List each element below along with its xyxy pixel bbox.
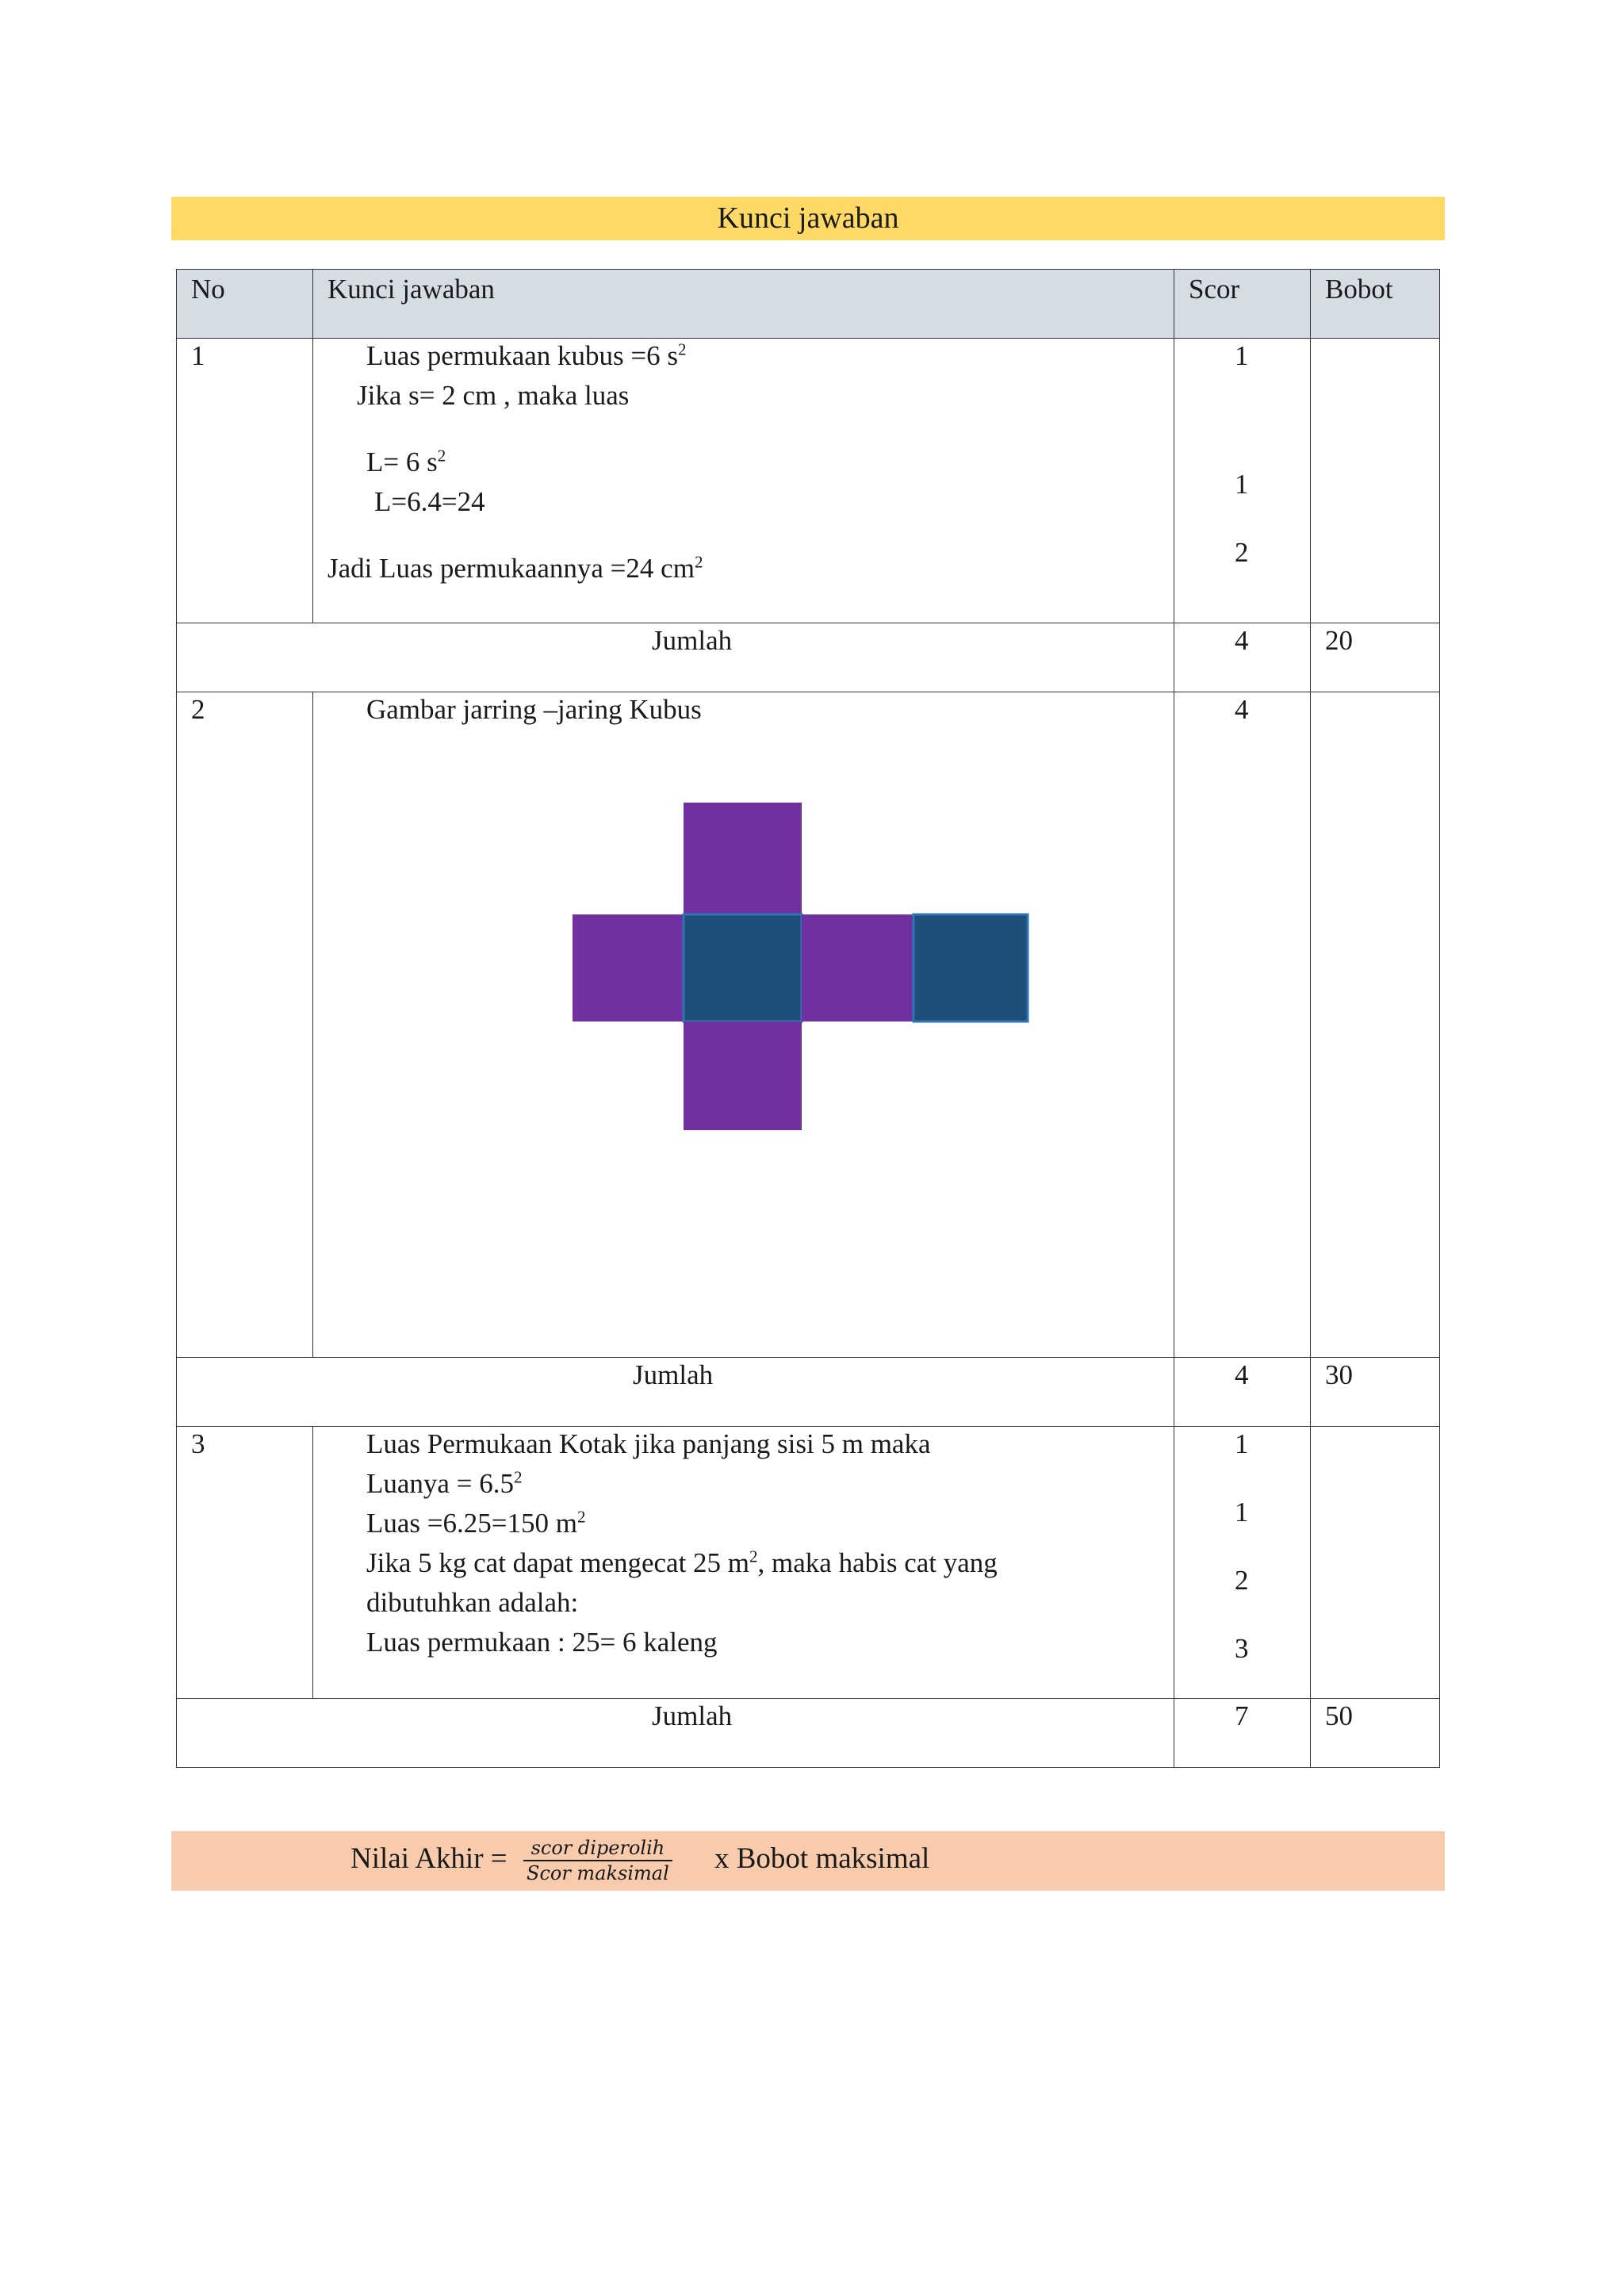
net-face-left <box>573 914 684 1022</box>
total2-label: Jumlah <box>177 1358 1174 1427</box>
q1-scores: 1 1 2 <box>1174 339 1311 623</box>
q3-bobot <box>1311 1427 1440 1699</box>
q3-line6: Luas permukaan : 25= 6 kaleng <box>366 1627 718 1658</box>
q1-answer <box>313 339 1174 623</box>
table-row-total2 <box>177 1358 1440 1427</box>
net-face-center <box>684 914 802 1022</box>
section-title: Kunci jawaban <box>171 197 1445 240</box>
q3-line2: Luanya = $6.5^2$ <box>366 1467 523 1499</box>
total1-label: Jumlah <box>177 623 1174 692</box>
q3-line4: Jika 5 kg cat dapat mengecat 25 $m^2$, maka habis cat yang <box>366 1547 998 1578</box>
q3-answer <box>313 1427 1174 1699</box>
header-no: No <box>177 270 313 339</box>
formula-fraction <box>523 1836 672 1885</box>
q1-no: 1 <box>177 339 313 623</box>
q3-line5: dibutuhkan adalah: <box>366 1587 579 1618</box>
table-row-total1 <box>177 623 1440 692</box>
total3-label: Jumlah <box>177 1699 1174 1768</box>
formula-prefix: Nilai Akhir = <box>350 1842 508 1875</box>
total1-scor: 4 <box>1174 623 1311 692</box>
q1-bobot <box>1311 339 1440 623</box>
net-face-far-right <box>914 914 1028 1022</box>
answer-key-table <box>176 269 1440 1768</box>
table-row-q1 <box>177 339 1440 623</box>
q3-no: 3 <box>177 1427 313 1699</box>
cube-net-figure <box>571 799 1031 1133</box>
q2-no: 2 <box>177 692 313 1358</box>
q1-line5: Jadi Luas permukaannya =24 $cm^2$ <box>327 552 703 584</box>
table-row-q2 <box>177 692 1440 1358</box>
q3-scores: 1 1 2 3 <box>1174 1427 1311 1699</box>
formula-numerator: scor diperolih <box>530 1837 665 1859</box>
table-row-q3 <box>177 1427 1440 1699</box>
q1-line1: Luas permukaan kubus =6 $s^2$ <box>366 339 687 371</box>
header-scor: Scor <box>1174 270 1311 339</box>
q1-line4: L=6.4=24 <box>374 486 485 517</box>
table-row-total3 <box>177 1699 1440 1768</box>
header-bobot: Bobot <box>1311 270 1440 339</box>
net-face-right <box>802 914 914 1022</box>
q3-line1: Luas Permukaan Kotak jika panjang sisi 5 m maka <box>366 1428 931 1459</box>
header-kunci: Kunci jawaban <box>313 270 1174 339</box>
q2-bobot <box>1311 692 1440 1358</box>
q2-answer <box>313 692 1174 1358</box>
total1-bobot: 20 <box>1311 623 1440 692</box>
net-face-top <box>684 803 802 914</box>
total3-scor: 7 <box>1174 1699 1311 1768</box>
total3-bobot: 50 <box>1311 1699 1440 1768</box>
formula-denominator: Scor maksimal <box>527 1862 669 1884</box>
table-header-row <box>177 270 1440 339</box>
q1-line2: Jika s= 2 cm , maka luas <box>357 380 630 411</box>
final-score-formula <box>171 1831 1445 1891</box>
net-face-bottom <box>684 1022 802 1130</box>
total2-bobot: 30 <box>1311 1358 1440 1427</box>
total2-scor: 4 <box>1174 1358 1311 1427</box>
q3-line3: Luas =6.25=150 $m^2$ <box>366 1507 586 1539</box>
q1-line3: L= 6 $s^2$ <box>366 446 446 477</box>
formula-suffix: x Bobot maksimal <box>714 1842 930 1875</box>
q2-line1: Gambar jarring –jaring Kubus <box>366 694 702 725</box>
q2-scores: 4 <box>1174 692 1311 1358</box>
